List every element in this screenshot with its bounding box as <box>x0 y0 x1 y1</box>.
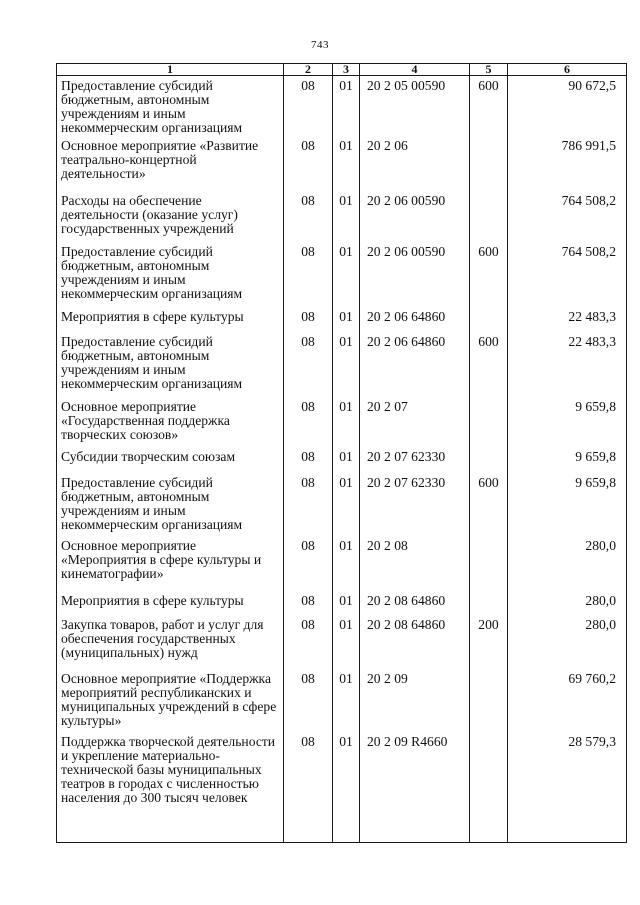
row-name: Предоставление субсидий бюджетным, автономным учреждениям и иным некоммерческим организациям <box>57 473 284 536</box>
row-section: 08 <box>284 615 333 669</box>
column-header-amount: 6 <box>508 64 627 76</box>
row-name: Закупка товаров, работ и услуг для обеспечения государственных (муниципальных) нужд <box>57 615 284 669</box>
row-amount: 9 659,8 <box>508 473 627 536</box>
table-row <box>57 242 627 307</box>
row-section: 08 <box>284 136 333 191</box>
row-section: 08 <box>284 242 333 307</box>
row-subsection: 01 <box>333 242 360 307</box>
row-target-code: 20 2 08 64860 <box>360 615 470 669</box>
row-subsection: 01 <box>333 191 360 242</box>
row-name: Предоставление субсидий бюджетным, автономным учреждениям и иным некоммерческим организациям <box>57 242 284 307</box>
row-section: 08 <box>284 473 333 536</box>
row-amount: 22 483,3 <box>508 307 627 332</box>
row-subsection: 01 <box>333 732 360 827</box>
row-target-code: 20 2 06 00590 <box>360 242 470 307</box>
table-row <box>57 473 627 536</box>
row-amount: 786 991,5 <box>508 136 627 191</box>
row-expense-type <box>470 536 508 591</box>
row-target-code: 20 2 09 R4660 <box>360 732 470 827</box>
row-name: Субсидии творческим союзам <box>57 447 284 473</box>
row-subsection: 01 <box>333 447 360 473</box>
table-row <box>57 615 627 669</box>
table-row <box>57 447 627 473</box>
row-section: 08 <box>284 191 333 242</box>
row-target-code: 20 2 06 <box>360 136 470 191</box>
row-name: Расходы на обеспечение деятельности (оказание услуг) государственных учреждений <box>57 191 284 242</box>
row-amount: 9 659,8 <box>508 447 627 473</box>
row-section: 08 <box>284 591 333 615</box>
column-header-section: 2 <box>284 64 333 76</box>
row-target-code: 20 2 07 62330 <box>360 447 470 473</box>
row-amount: 280,0 <box>508 591 627 615</box>
row-target-code: 20 2 08 <box>360 536 470 591</box>
row-expense-type <box>470 447 508 473</box>
row-section: 08 <box>284 669 333 732</box>
row-target-code: 20 2 06 64860 <box>360 332 470 397</box>
column-header-name: 1 <box>57 64 284 76</box>
row-subsection: 01 <box>333 332 360 397</box>
row-amount: 69 760,2 <box>508 669 627 732</box>
row-subsection: 01 <box>333 397 360 447</box>
filler-cell <box>57 827 284 843</box>
row-target-code: 20 2 05 00590 <box>360 76 470 136</box>
table-row <box>57 307 627 332</box>
table-row <box>57 536 627 591</box>
table-row <box>57 191 627 242</box>
row-expense-type <box>470 307 508 332</box>
row-name: Мероприятия в сфере культуры <box>57 591 284 615</box>
row-expense-type: 600 <box>470 332 508 397</box>
row-expense-type: 200 <box>470 615 508 669</box>
column-header-target-code: 4 <box>360 64 470 76</box>
row-subsection: 01 <box>333 307 360 332</box>
row-subsection: 01 <box>333 591 360 615</box>
row-section: 08 <box>284 536 333 591</box>
row-subsection: 01 <box>333 473 360 536</box>
filler-cell <box>284 827 333 843</box>
row-section: 08 <box>284 332 333 397</box>
row-expense-type <box>470 191 508 242</box>
row-subsection: 01 <box>333 76 360 136</box>
row-expense-type: 600 <box>470 242 508 307</box>
table-row <box>57 732 627 827</box>
row-target-code: 20 2 09 <box>360 669 470 732</box>
row-section: 08 <box>284 76 333 136</box>
table-row <box>57 136 627 191</box>
row-amount: 280,0 <box>508 536 627 591</box>
row-amount: 9 659,8 <box>508 397 627 447</box>
filler-cell <box>360 827 470 843</box>
row-section: 08 <box>284 732 333 827</box>
row-amount: 764 508,2 <box>508 191 627 242</box>
filler-cell <box>333 827 360 843</box>
row-name: Основное мероприятие «Развитие театрально-концертной деятельности» <box>57 136 284 191</box>
row-name: Основное мероприятие «Мероприятия в сфере культуры и кинематографии» <box>57 536 284 591</box>
table-row <box>57 397 627 447</box>
row-amount: 280,0 <box>508 615 627 669</box>
filler-cell <box>508 827 627 843</box>
row-subsection: 01 <box>333 536 360 591</box>
row-amount: 28 579,3 <box>508 732 627 827</box>
table-row <box>57 591 627 615</box>
row-expense-type: 600 <box>470 76 508 136</box>
row-subsection: 01 <box>333 615 360 669</box>
row-name: Предоставление субсидий бюджетным, автономным учреждениям и иным некоммерческим организациям <box>57 76 284 136</box>
row-target-code: 20 2 06 00590 <box>360 191 470 242</box>
page-number: 743 <box>311 39 329 51</box>
row-expense-type <box>470 136 508 191</box>
table-header-row <box>57 64 627 76</box>
column-header-expense-type: 5 <box>470 64 508 76</box>
row-target-code: 20 2 06 64860 <box>360 307 470 332</box>
table-row <box>57 669 627 732</box>
row-expense-type <box>470 591 508 615</box>
row-expense-type: 600 <box>470 473 508 536</box>
row-target-code: 20 2 07 62330 <box>360 473 470 536</box>
row-expense-type <box>470 732 508 827</box>
table-filler-row <box>57 827 627 843</box>
row-name: Основное мероприятие «Государственная поддержка творческих союзов» <box>57 397 284 447</box>
row-expense-type <box>470 397 508 447</box>
filler-cell <box>470 827 508 843</box>
row-amount: 22 483,3 <box>508 332 627 397</box>
row-name: Поддержка творческой деятельности и укрепление материально-технической базы муниципальных театров в городах с численностью населения до 300 тысяч человек <box>57 732 284 827</box>
budget-table <box>56 63 627 843</box>
row-subsection: 01 <box>333 669 360 732</box>
table-row <box>57 332 627 397</box>
row-amount: 90 672,5 <box>508 76 627 136</box>
row-target-code: 20 2 08 64860 <box>360 591 470 615</box>
row-subsection: 01 <box>333 136 360 191</box>
row-name: Предоставление субсидий бюджетным, автономным учреждениям и иным некоммерческим организациям <box>57 332 284 397</box>
row-amount: 764 508,2 <box>508 242 627 307</box>
row-section: 08 <box>284 447 333 473</box>
row-section: 08 <box>284 307 333 332</box>
row-name: Основное мероприятие «Поддержка мероприятий республиканских и муниципальных учреждений в сфере культуры» <box>57 669 284 732</box>
row-name: Мероприятия в сфере культуры <box>57 307 284 332</box>
table-row <box>57 76 627 136</box>
row-target-code: 20 2 07 <box>360 397 470 447</box>
column-header-subsection: 3 <box>333 64 360 76</box>
row-expense-type <box>470 669 508 732</box>
row-section: 08 <box>284 397 333 447</box>
